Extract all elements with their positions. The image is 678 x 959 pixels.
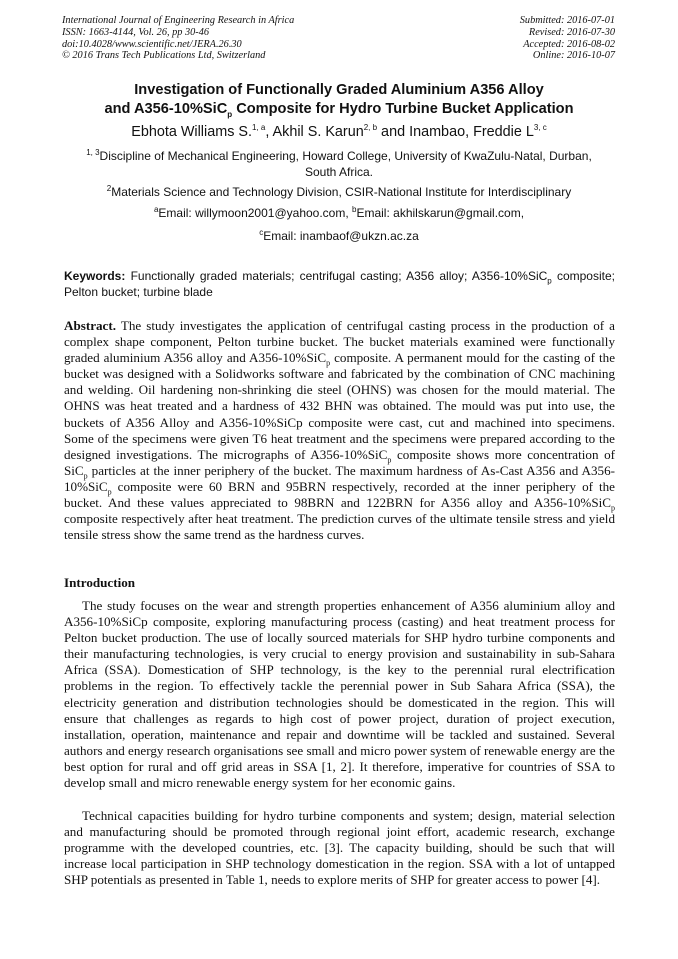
affiliation-text: Materials Science and Technology Division, CSIR-National Institute for Interdisciplinary (111, 185, 572, 199)
email-line-ab (40, 205, 638, 221)
affiliation-1-3 (40, 148, 638, 180)
abstract-text: composite. A permanent mould for the casting of the bucket was designed with a Solidworks software and fabricated by the combination of CNC machining and welding. Oil hardening non-shrinking die steel (OHNS) was chosen for the mould material. The OHNS was heat treated and a hardness of 432 BHN was obtained. The mould was put into use, the buckets of A356 Alloy and A356-10%SiCp composite were cast, cut and machined into specimens. Some of the specimens were given T6 heat treatment and the specimens were prepared according to the designed investigations. The micrographs of A356-10%SiC (64, 350, 615, 462)
paper-title (40, 81, 638, 119)
affiliation-mark: 2 (106, 184, 112, 193)
journal-name: International Journal of Engineering Research in Africa (62, 15, 295, 26)
journal-info (62, 15, 294, 62)
abstract-subscript: p (83, 471, 88, 481)
title-subscript: p (227, 109, 233, 119)
author-affiliation-mark: 3, c (533, 123, 547, 133)
section-heading-introduction: Introduction (64, 575, 136, 590)
abstract-subscript: p (611, 503, 615, 513)
email-mark: a (153, 205, 159, 214)
affiliation-mark: 1, 3 (86, 148, 100, 157)
journal-doi: doi:10.4028/www.scientific.net/JERA.26.30 (62, 38, 242, 50)
keywords-subscript: p (547, 276, 552, 286)
author-affiliation-mark: 1, a (251, 123, 266, 133)
keywords-text: Functionally graded materials; centrifugal casting; A356 alloy; A356-10%SiC (125, 269, 548, 283)
author-name: and Inambao, Freddie L (377, 124, 534, 140)
title-line-2 (40, 100, 638, 119)
author-affiliation-mark: 2, b (363, 123, 378, 133)
keywords-text: composite; Pelton bucket; turbine blade (64, 269, 615, 299)
publication-dates (520, 15, 615, 62)
title-text: and A356-10%SiC (104, 101, 228, 117)
keywords-label: Keywords: (64, 269, 126, 283)
email-address: Email: akhilskarun@gmail.com, (356, 206, 525, 220)
abstract-text: composite were 60 BRN and 95BRN respectively, recorded at the inner periphery of the bucket. And these values appreciated to 98BRN and 122BRN for A356 alloy and A356-10%SiC (64, 478, 615, 511)
abstract-subscript: p (387, 455, 392, 465)
author-name: Ebhota Williams S. (131, 124, 252, 140)
introduction-paragraph-1: The study focuses on the wear and strength properties enhancement of A356 aluminium alloy and A356-10%SiCp composite, exploring manufacturing process (casting) and heat treatment process for Pelton bucket production. The use of locally sourced materials for SHP hydro turbine components and their manufacturing technologies, is very crucial to energy provision and sustainability in sub-Sahara Africa (SSA). Domestication of SHP technology, is the key to the perennial rural electrification problems in the region. To effectively tackle the perennial power in Sub Sahara Africa (SSA), the electricity generation and distribution technologies should be domesticated in the region. This will ensure that challenges as regards to high cost of power project, duration of project execution, installation, operation, maintenance and repair and downtime will be tackled and sustained. Several authors and energy research organisations see small and micro power system of renewable energy are the best option for rural and off grid areas in SSA [1, 2]. It therefore, imperative for countries of SSA to develop small and micro renewable energy system for her economic gains. (64, 598, 615, 791)
abstract-text: The study investigates the application of centrifugal casting process in the production of a complex shape component, Pelton turbine bucket. The bucket materials examined were functionally graded aluminium A356 alloy and A356-10%SiC (64, 318, 615, 366)
abstract-subscript: p (326, 358, 331, 368)
title-line-1: Investigation of Functionally Graded Aluminium A356 Alloy (134, 82, 544, 98)
date-revised: Revised: 2016-07-30 (528, 26, 615, 38)
keywords (64, 268, 615, 300)
affiliation-text: Discipline of Mechanical Engineering, Howard College, University of KwaZulu-Natal, Durban, (99, 149, 592, 163)
abstract-label: Abstract. (64, 318, 116, 333)
affiliation-line (40, 148, 638, 164)
abstract (64, 318, 615, 543)
abstract-text: particles at the inner periphery of the bucket. The maximum hardness of As-Cast A356 and A356-10%SiC (64, 462, 615, 494)
author-name: , Akhil S. Karun (265, 124, 364, 140)
journal-issn: ISSN: 1663-4144, Vol. 26, pp 30-46 (62, 26, 210, 38)
abstract-subscript: p (107, 487, 112, 497)
email-address: Email: inambaof@ukzn.ac.za (263, 229, 419, 243)
journal-copyright: © 2016 Trans Tech Publications Ltd, Switzerland (62, 50, 266, 62)
email-mark: c (259, 228, 264, 237)
date-submitted: Submitted: 2016-07-01 (519, 15, 615, 26)
email-address: Email: willymoon2001@yahoo.com, (158, 206, 353, 220)
introduction-paragraph-2: Technical capacities building for hydro turbine components and system; design, material selection and manufacturing should be promoted through regional joint effort, academic research, exchange programme with the developed countries, etc. [3]. The capacity building, should be such that will increase local participation in SHP technology domestication in the region. SSA with a lot of untapped SHP potentials as presented in Table 1, needs to explore merits of SHP for greater access to power [4]. (64, 808, 615, 888)
email-line-c (40, 228, 638, 244)
running-header (62, 15, 615, 62)
email-mark: b (352, 205, 357, 214)
abstract-text: composite shows more concentration of SiC (64, 446, 615, 478)
date-online: Online: 2016-10-07 (532, 50, 615, 62)
title-text: Composite for Hydro Turbine Bucket Application (232, 101, 574, 117)
abstract-text: composite respectively after heat treatment. The prediction curves of the ultimate tensile stress and yield tensile stress show the same trend as the hardness curves. (64, 511, 615, 543)
date-accepted: Accepted: 2016-08-02 (523, 38, 615, 50)
affiliation-2 (40, 184, 638, 200)
affiliation-text: South Africa. (304, 165, 374, 179)
author-list (40, 123, 638, 141)
